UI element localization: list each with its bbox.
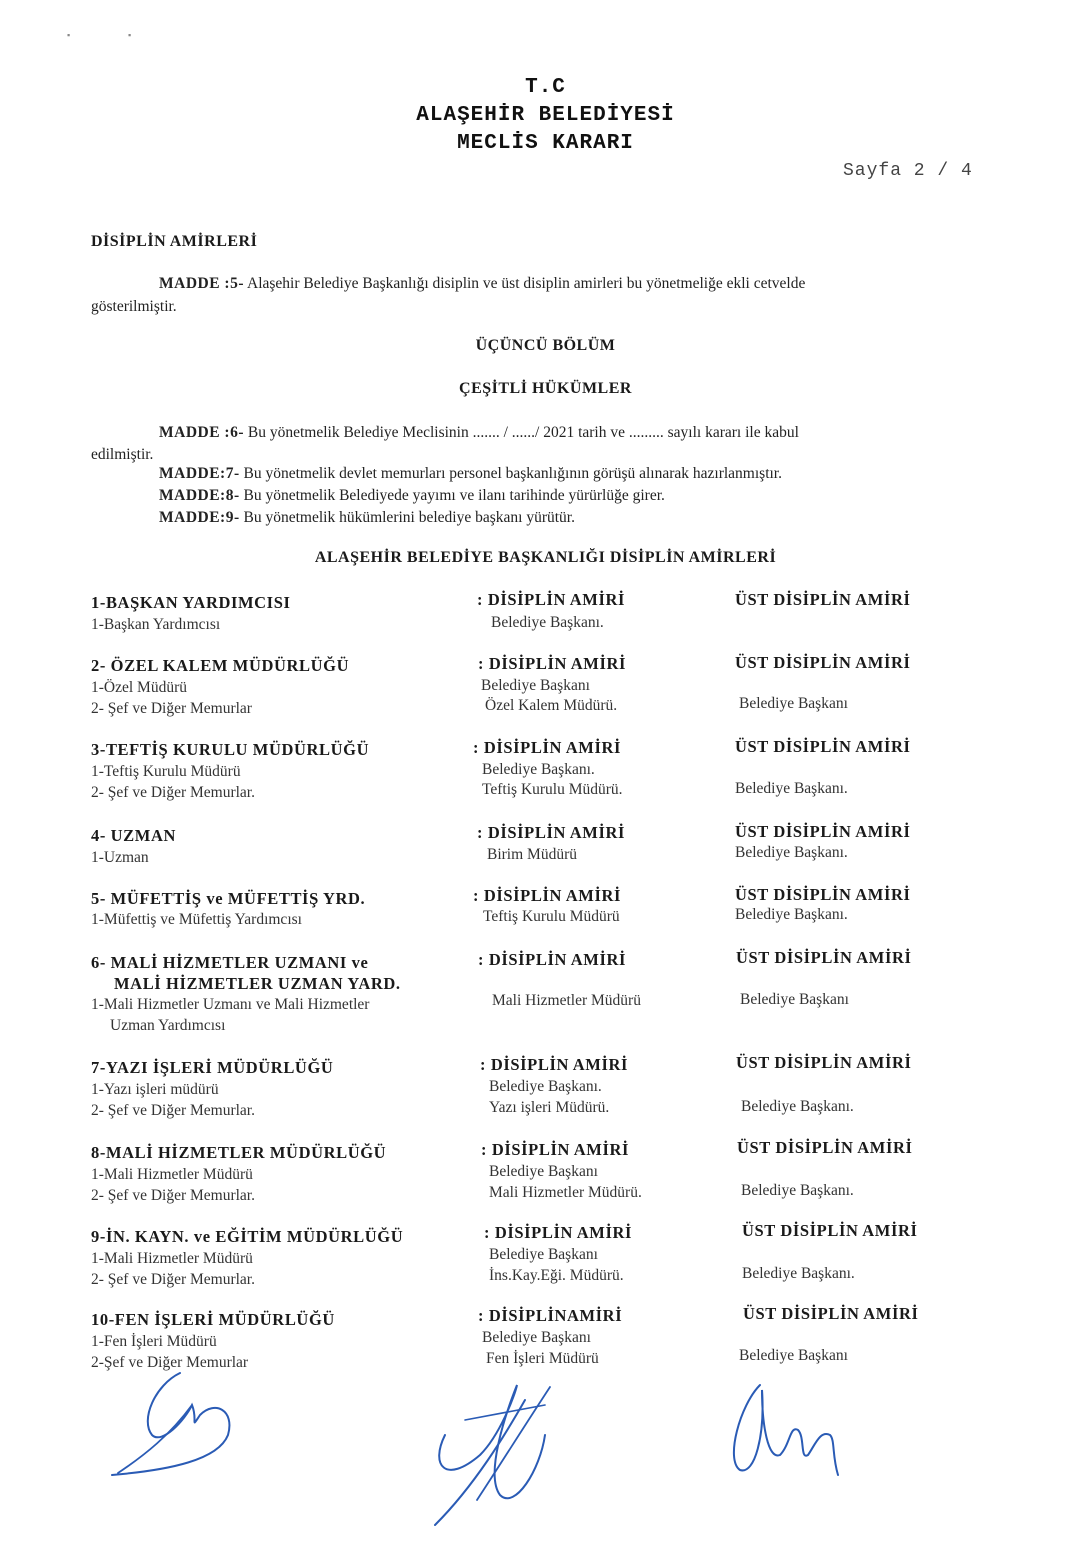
madde-8-label: MADDE:8- [159,487,240,504]
ust-disiplin-amiri-value: Belediye Başkanı. [735,844,848,861]
disiplin-amiri-value: Özel Kalem Müdürü. [485,697,618,714]
ust-disiplin-amiri-header: ÜST DİSİPLİN AMİRİ [735,653,911,672]
dept-line: 2- Şef ve Diğer Memurlar. [91,1102,255,1119]
madde-6 [159,422,989,444]
ust-disiplin-amiri-header: ÜST DİSİPLİN AMİRİ [736,1053,912,1072]
madde-6-text: Bu yönetmelik Belediye Meclisinin ....... / ....../ 2021 tarih ve ......... sayılı kararı ile kabul [244,424,799,441]
dept-title: 2- ÖZEL KALEM MÜDÜRLÜĞÜ [91,656,350,675]
part-heading: ÜÇÜNCÜ BÖLÜM [475,337,616,354]
dept-line: 1-Mali Hizmetler Uzmanı ve Mali Hizmetler [91,996,370,1013]
madde-8 [159,485,665,507]
disiplin-amiri-header: : DİSİPLİN AMİRİ [484,1223,633,1242]
header-decision: MECLİS KARARI [457,132,634,155]
dept-title: 6- MALİ HİZMETLER UZMANI ve [91,953,369,972]
madde-5-text: Alaşehir Belediye Başkanlığı disiplin ve üst disiplin amirleri bu yönetmeliğe ekli cetvelde [244,275,806,292]
scan-speck: ▪ [67,30,71,40]
ust-disiplin-amiri-header: ÜST DİSİPLİN AMİRİ [742,1221,918,1240]
madde-5 [159,273,989,295]
disiplin-amiri-value: Yazı işleri Müdürü. [489,1099,610,1116]
dept-line: 1-Fen İşleri Müdürü [91,1333,217,1350]
disiplin-amiri-header: : DİSİPLİN AMİRİ [477,823,626,842]
ust-disiplin-amiri-value: Belediye Başkanı. [741,1098,854,1115]
madde-7 [159,463,782,485]
ust-disiplin-amiri-value: Belediye Başkanı. [735,906,848,923]
dept-line: Uzman Yardımcısı [110,1017,226,1034]
disiplin-amiri-value: Belediye Başkanı. [482,761,595,778]
dept-line: 1-Mali Hizmetler Müdürü [91,1166,253,1183]
ust-disiplin-amiri-value: Belediye Başkanı. [735,780,848,797]
dept-line: 1-Mali Hizmetler Müdürü [91,1250,253,1267]
dept-title-cont: MALİ HİZMETLER UZMAN YARD. [114,974,401,993]
dept-title: 8-MALİ HİZMETLER MÜDÜRLÜĞÜ [91,1143,387,1162]
disiplin-amiri-header: : DİSİPLİN AMİRİ [478,654,627,673]
ust-disiplin-amiri-header: ÜST DİSİPLİN AMİRİ [736,948,912,967]
dept-title: 3-TEFTİŞ KURULU MÜDÜRLÜĞÜ [91,740,370,759]
madde-6-label: MADDE :6- [159,424,244,441]
dept-line: 1-Müfettiş ve Müfettiş Yardımcısı [91,911,302,928]
disiplin-amiri-value: Mali Hizmetler Müdürü [492,992,641,1009]
disiplin-amiri-header: : DİSİPLİN AMİRİ [480,1055,629,1074]
disiplin-amiri-header: : DİSİPLİN AMİRİ [473,738,622,757]
madde-9-label: MADDE:9- [159,509,240,526]
madde-5-label: MADDE :5- [159,275,244,292]
madde-8-text: Bu yönetmelik Belediyede yayımı ve ilanı tarihinde yürürlüğe girer. [239,487,665,504]
ust-disiplin-amiri-value: Belediye Başkanı [739,695,848,712]
disiplin-amiri-value: Teftiş Kurulu Müdürü. [482,781,623,798]
header-municipality: ALAŞEHİR BELEDİYESİ [416,104,675,127]
dept-title: 4- UZMAN [91,826,176,845]
dept-line: 2- Şef ve Diğer Memurlar. [91,1187,255,1204]
scan-speck: ▪ [128,30,132,40]
disiplin-amiri-value: Belediye Başkanı [482,1329,591,1346]
dept-line: 1-Özel Müdürü [91,679,187,696]
disiplin-amiri-header: : DİSİPLİN AMİRİ [478,950,627,969]
ust-disiplin-amiri-value: Belediye Başkanı. [741,1182,854,1199]
dept-line: 1-Yazı işleri müdürü [91,1081,219,1098]
ust-disiplin-amiri-header: ÜST DİSİPLİN AMİRİ [735,590,911,609]
signature-right [720,1375,850,1495]
disiplin-amiri-header: : DİSİPLİNAMİRİ [478,1306,623,1325]
dept-title: 5- MÜFETTİŞ ve MÜFETTİŞ YRD. [91,889,366,908]
dept-line: 2-Şef ve Diğer Memurlar [91,1354,249,1371]
disiplin-amiri-value: Birim Müdürü [487,846,577,863]
ust-disiplin-amiri-header: ÜST DİSİPLİN AMİRİ [735,737,911,756]
ust-disiplin-amiri-value: Belediye Başkanı [740,991,849,1008]
signature-middle [405,1375,575,1540]
dept-line: 1-Teftiş Kurulu Müdürü [91,763,241,780]
dept-line: 1-Uzman [91,849,149,866]
section-heading-hukumler: ÇEŞİTLİ HÜKÜMLER [459,380,632,397]
disiplin-amiri-value: Mali Hizmetler Müdürü. [489,1184,642,1201]
madde-9-text: Bu yönetmelik hükümlerini belediye başkanı yürütür. [239,509,575,526]
disiplin-amiri-header: : DİSİPLİN AMİRİ [473,886,622,905]
signature-left [100,1365,250,1495]
ust-disiplin-amiri-value: Belediye Başkanı. [742,1265,855,1282]
disiplin-amiri-value: Teftiş Kurulu Müdürü [483,908,620,925]
dept-title: 1-BAŞKAN YARDIMCISI [91,593,291,612]
dept-line: 2- Şef ve Diğer Memurlar. [91,1271,255,1288]
madde-7-label: MADDE:7- [159,465,240,482]
disiplin-amiri-value: Belediye Başkanı. [491,614,604,631]
disiplin-amiri-value: Belediye Başkanı [489,1246,598,1263]
ust-disiplin-amiri-value: Belediye Başkanı [739,1347,848,1364]
dept-title: 9-İN. KAYN. ve EĞİTİM MÜDÜRLÜĞÜ [91,1227,404,1246]
madde-5-cont: gösterilmiştir. [91,298,177,315]
madde-7-text: Bu yönetmelik devlet memurları personel başkanlığının görüşü alınarak hazırlanmıştır. [239,465,782,482]
ust-disiplin-amiri-header: ÜST DİSİPLİN AMİRİ [743,1304,919,1323]
dept-title: 10-FEN İŞLERİ MÜDÜRLÜĞÜ [91,1310,335,1329]
disiplin-amiri-value: Belediye Başkanı [489,1163,598,1180]
ust-disiplin-amiri-header: ÜST DİSİPLİN AMİRİ [735,822,911,841]
disiplin-amiri-value: Fen İşleri Müdürü [486,1350,599,1367]
disiplin-amiri-value: Belediye Başkanı [481,677,590,694]
madde-9 [159,507,575,529]
disiplin-amiri-header: : DİSİPLİN AMİRİ [477,590,626,609]
header-tc: T.C [525,76,566,99]
disiplin-amiri-value: Belediye Başkanı. [489,1078,602,1095]
madde-6-cont: edilmiştir. [91,446,154,463]
page-number: Sayfa 2 / 4 [843,161,973,181]
disiplin-amiri-header: : DİSİPLİN AMİRİ [481,1140,630,1159]
dept-line: 2- Şef ve Diğer Memurlar. [91,784,255,801]
ust-disiplin-amiri-header: ÜST DİSİPLİN AMİRİ [735,885,911,904]
table-title: ALAŞEHİR BELEDİYE BAŞKANLIĞI DİSİPLİN AMİRLERİ [314,549,777,566]
dept-title: 7-YAZI İŞLERİ MÜDÜRLÜĞÜ [91,1058,334,1077]
dept-line: 1-Başkan Yardımcısı [91,616,221,633]
section-title-disiplin: DİSİPLİN AMİRLERİ [91,233,258,250]
dept-line: 2- Şef ve Diğer Memurlar [91,700,252,717]
disiplin-amiri-value: İns.Kay.Eği. Müdürü. [489,1267,624,1284]
ust-disiplin-amiri-header: ÜST DİSİPLİN AMİRİ [737,1138,913,1157]
